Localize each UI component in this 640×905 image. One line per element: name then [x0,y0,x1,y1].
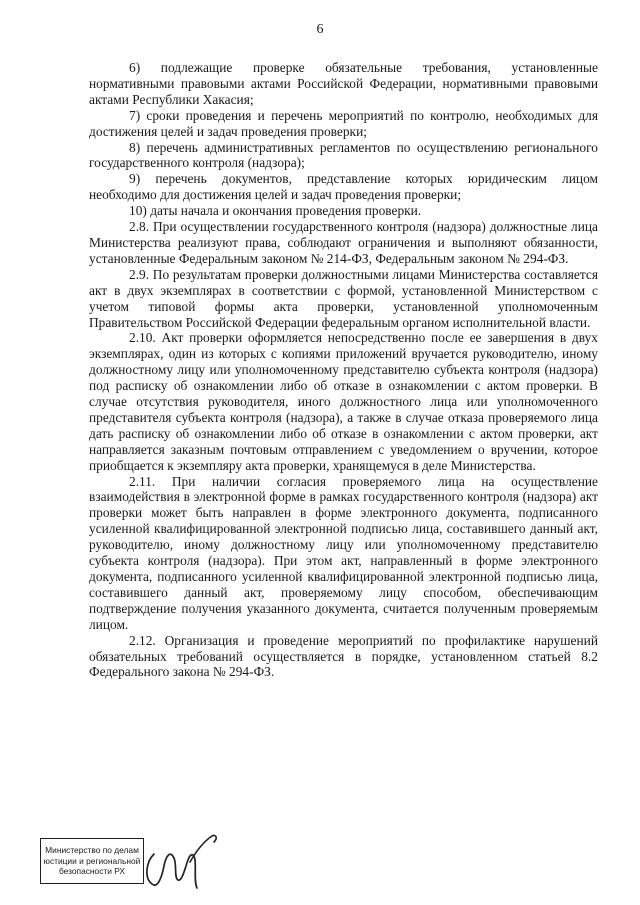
paragraph-2-12: 2.12. Организация и проведение мероприятий по профилактике нарушений обязательных требований осуществляется в порядке, установленном статьей 8.2 Федерального закона № 294-ФЗ. [89,632,598,680]
certification-block [40,838,220,894]
paragraph-2-11: 2.11. При наличии согласия проверяемого лица на осуществление взаимодействия в электронной форме в рамках государственного контроля (надзора) акт проверки может быть направлен в форме электронного документа, подписанного усиленной квалифицированной электронной подписью лица, составившего данный акт, руководителю, иному должностному лицу или уполномоченному представителю субъекта контроля (надзора). При этом акт, направленный в форме электронного документа, подписанного усиленной квалифицированной электронной подписью лица, составившего данный акт, проверяемому лицу способом, обеспечивающим подтверждение получения указанного документа, считается полученным проверяемым лицом. [89,473,598,632]
paragraph-2-9: 2.9. По результатам проверки должностными лицами Министерства составляется акт в двух экземплярах в соответствии с формой, установленной Министерством с учетом типовой формы акта проверки, установленной уполномоченным Правительством Российской Федерации федеральным органом исполнительной власти. [89,266,598,330]
paragraph-item-7: 7) сроки проведения и перечень мероприятий по контролю, необходимых для достижения целей и задач проведения проверки; [89,107,598,139]
stamp-line: юстиции и региональной [43,855,141,866]
paragraph-item-6: 6) подлежащие проверке обязательные требования, установленные нормативными правовыми актами Российской Федерации, нормативными правовыми актами Республики Хакасия; [89,60,598,107]
paragraph-2-10: 2.10. Акт проверки оформляется непосредственно после ее завершения в двух экземплярах, один из которых с копиями приложений вручается руководителю, иному должностному лицу или уполномоченному представителю субъекта контроля (надзора) под расписку об ознакомлении либо об отказе в ознакомлении с актом проверки. В случае отсутствия руководителя, иного должностного лица или уполномоченного представителя субъекта контроля (надзора), а также в случае отказа проверяемого лица дать расписку об ознакомлении либо об отказе в ознакомлении с актом проверки, акт направляется заказным почтовым отправлением с уведомлением о вручении, которое приобщается к экземпляру акта проверки, хранящемуся в деле Министерства. [89,330,598,473]
page-number: 6 [316,22,324,37]
paragraph-2-8: 2.8. При осуществлении государственного контроля (надзора) должностные лица Министерства реализуют права, соблюдают ограничения и выполняют обязанности, установленные Федеральным законом № 214-ФЗ, Федеральным законом № 294-ФЗ. [89,219,598,266]
stamp-line: Министерство по делам [45,845,139,856]
ministry-stamp [40,838,144,884]
paragraph-item-8: 8) перечень административных регламентов по осуществлению регионального государственного контроля (надзора); [89,139,598,171]
stamp-line: безопасности РХ [58,866,126,877]
document-body [89,60,598,680]
handwritten-signature [140,832,222,894]
paragraph-item-9: 9) перечень документов, представление которых юридическим лицом необходимо для достижения целей и задач проведения проверки; [89,171,598,203]
paragraph-item-10: 10) даты начала и окончания проведения проверки. [129,203,422,219]
